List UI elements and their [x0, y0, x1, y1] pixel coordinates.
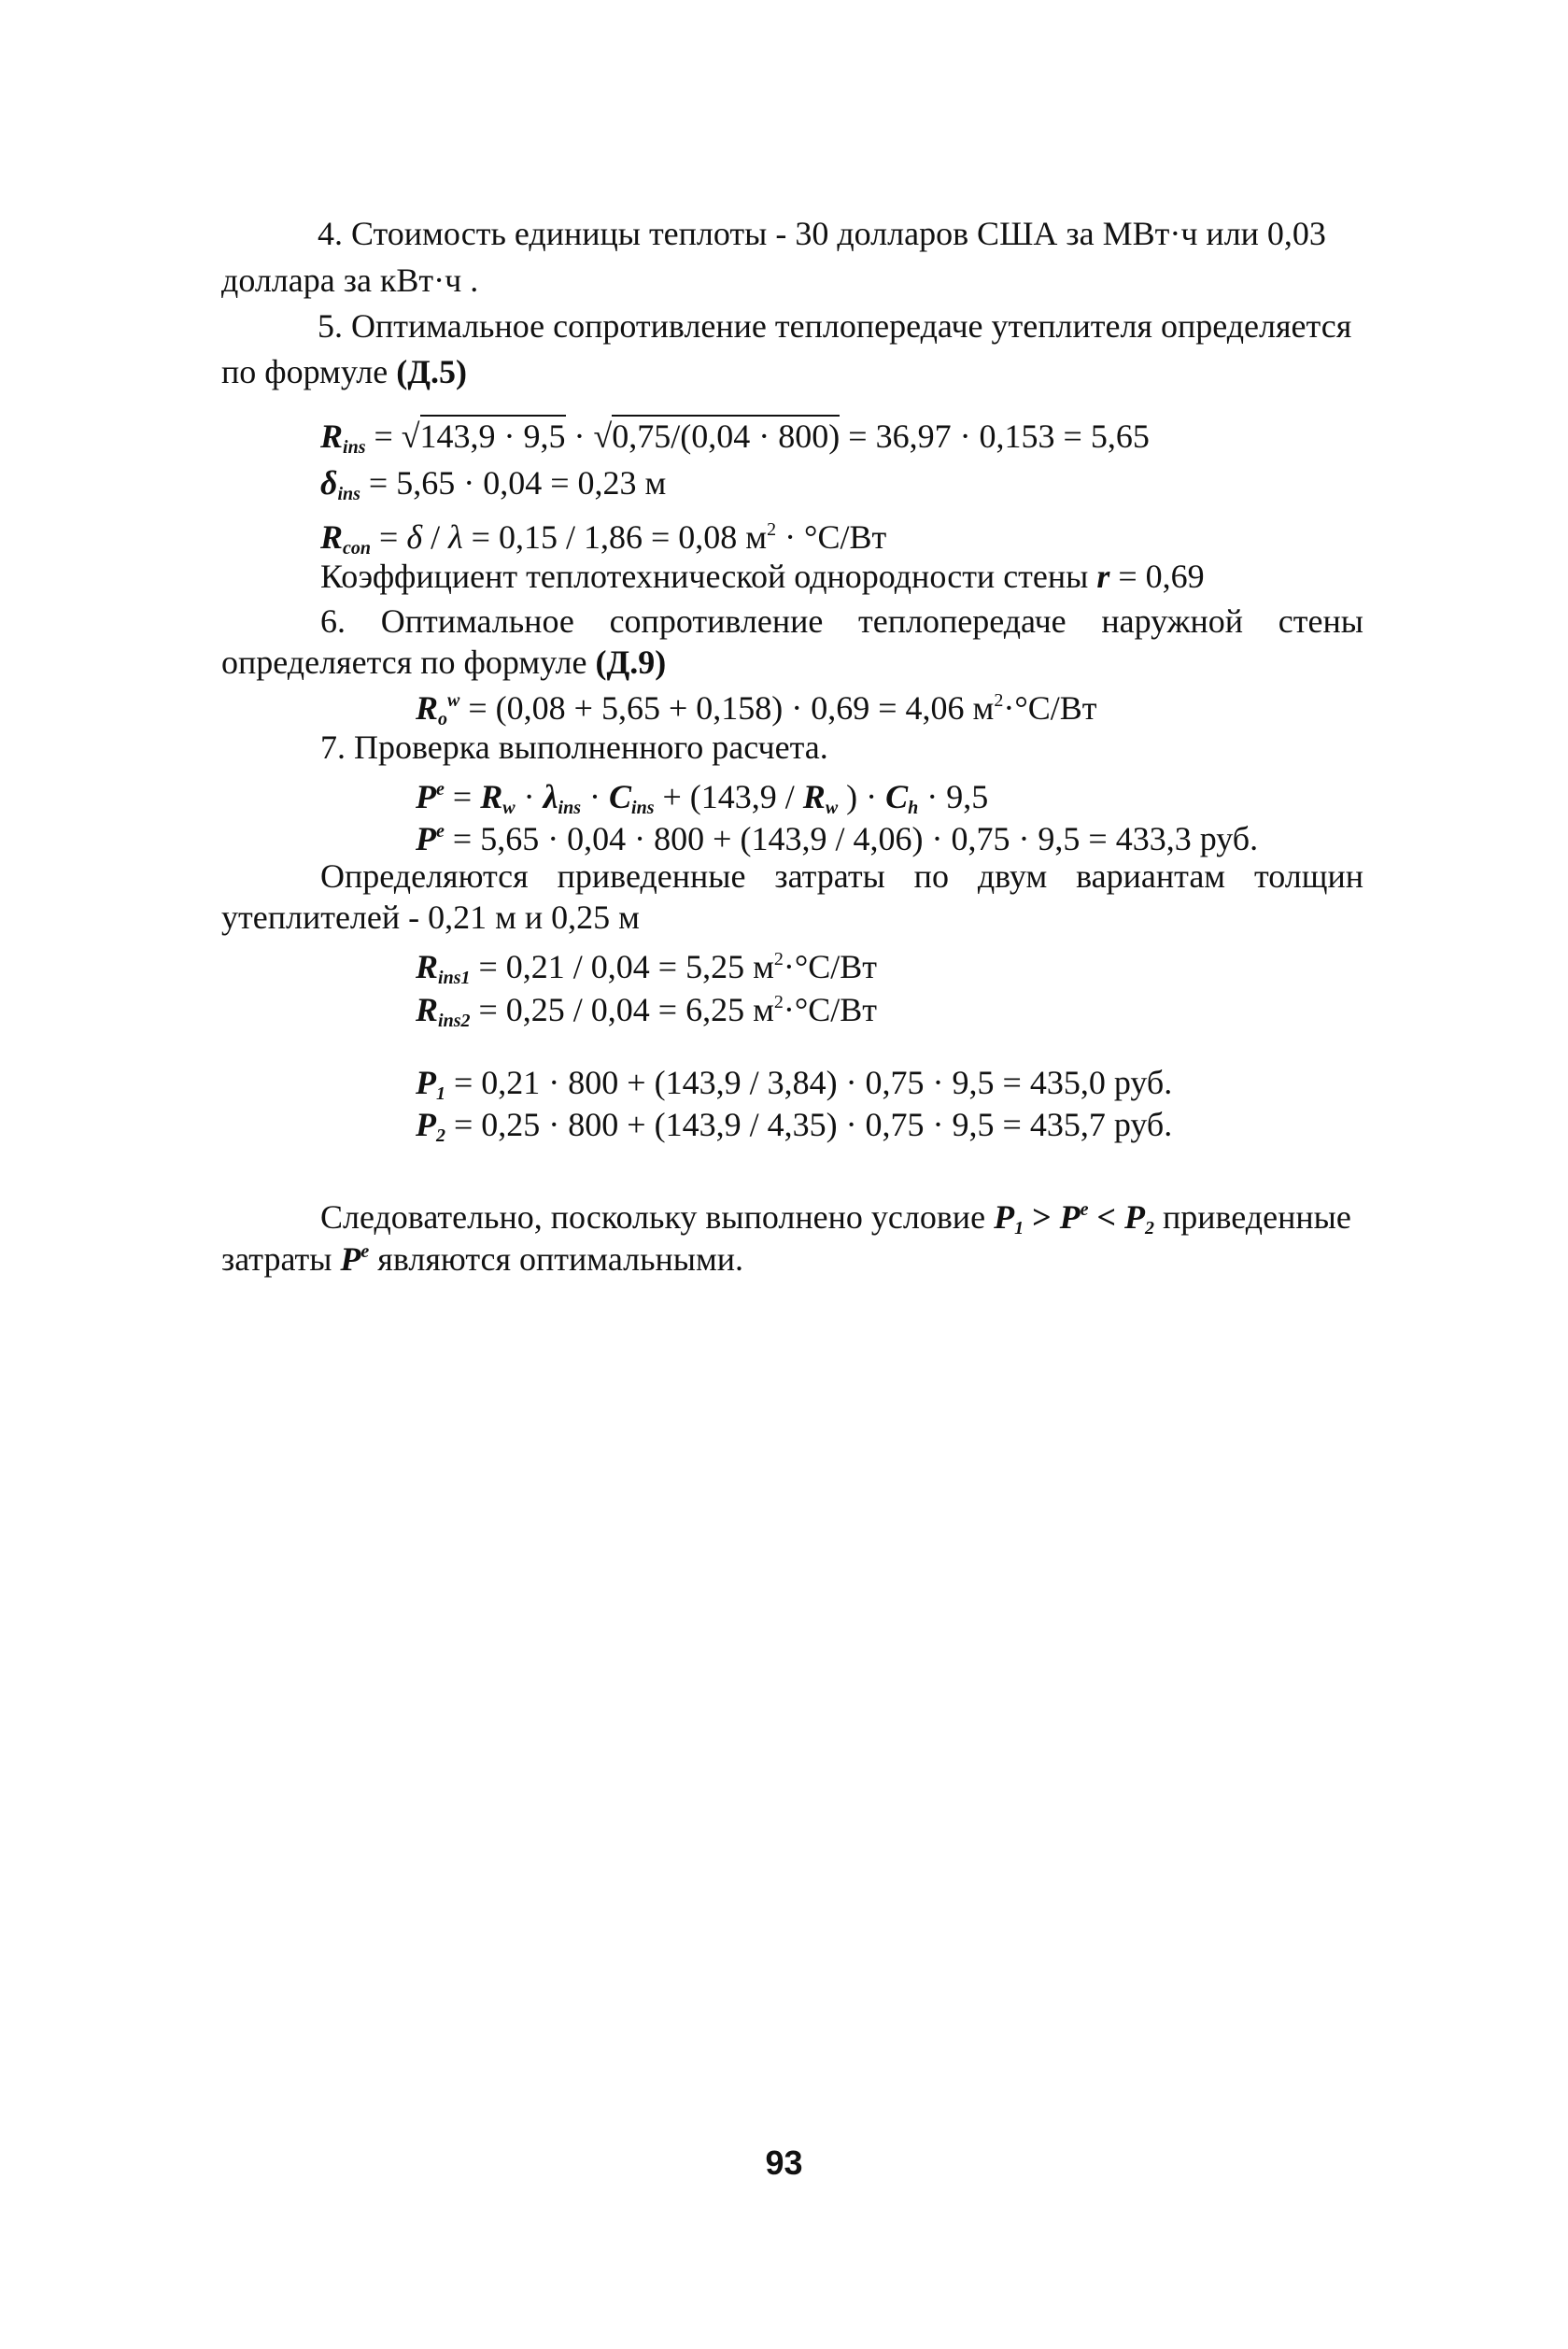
formula-r-ins: $R_{ins} = √143,9 \cdot 9,5 \cdot √0,75/(0,04 \cdot 800) = 36,97 \cdot 0,153 = 5,65$	[320, 416, 1150, 468]
formula-p1: $P_1 = 0,21 \cdot 800 + (143,9 / 3,84) \cdot 0,75 \cdot 9,5 = 435,0$ руб.	[416, 1064, 1173, 1104]
page-number: 93	[765, 2144, 803, 2182]
determine-line1: Определяются приведенные затраты по двум вариантам толщин	[320, 857, 1363, 895]
coefficient-line: Коэффициент теплотехнической однородности стены r = 0,69	[320, 558, 1205, 595]
formula-pe-value: $P^e = 5,65 \cdot 0,04 \cdot 800 + (143,9 / 4,06) \cdot 0,75 \cdot 9,5 = 433,3$ руб.	[416, 820, 1259, 857]
formula-p2: $P_2 = 0,25 \cdot 800 + (143,9 / 4,35) \cdot 0,75 \cdot 9,5 = 435,7$ руб.	[416, 1106, 1173, 1146]
item6-line1: 6. Оптимальное сопротивление теплопередаче наружной стены	[320, 602, 1363, 640]
formula-r-ins1: $R_{ins1} = 0,21 / 0,04 = 5,25$ $м^2\cdot^\circ С/Вт$	[416, 948, 878, 988]
formula-r-o-w: $R_o^w = (0,08 + 5,65 + 0,158) \cdot 0,69 = 4,06$ $м^2\cdot^\circ С/Вт$	[416, 689, 1097, 729]
determine-line2: утеплителей - 0,21 м и 0,25 м	[221, 899, 640, 936]
item4-line2: доллара за кВт·ч .	[221, 262, 479, 299]
formula-delta-ins: $\delta_{ins} = 5,65 \cdot 0,04 = 0,23$ м	[320, 464, 667, 504]
conclusion-line2: затраты $P^e$ являются оптимальными.	[221, 1240, 744, 1278]
item7-heading: 7. Проверка выполненного расчета.	[320, 729, 828, 766]
item5-line1: 5. Оптимальное сопротивление теплопередаче утеплителя определяется	[318, 307, 1352, 345]
item6-line2: определяется по формуле (Д.9)	[221, 644, 667, 681]
conclusion-line1: Следовательно, поскольку выполнено условие $P_1 > P^e < P_2$ приведенные	[320, 1198, 1351, 1238]
formula-r-ins2: $R_{ins2} = 0,25 / 0,04 = 6,25$ $м^2\cdot^\circ С/Вт$	[416, 991, 878, 1031]
item4-line1: 4. Стоимость единицы теплоты - 30 долларов США за МВт·ч или 0,03	[318, 215, 1326, 252]
formula-r-con: $R_{con} = \delta / \lambda = 0,15 / 1,86 = 0,08$ $м^2 \cdot ^\circ С/Вт$	[320, 518, 887, 559]
item5-line2: по формуле (Д.5)	[221, 353, 467, 390]
formula-pe-general: $P^e = R_w \cdot \lambda_{ins} \cdot C_{ins} + (143,9 / R_w$ ) · $C_h \cdot 9,5$	[416, 778, 989, 818]
